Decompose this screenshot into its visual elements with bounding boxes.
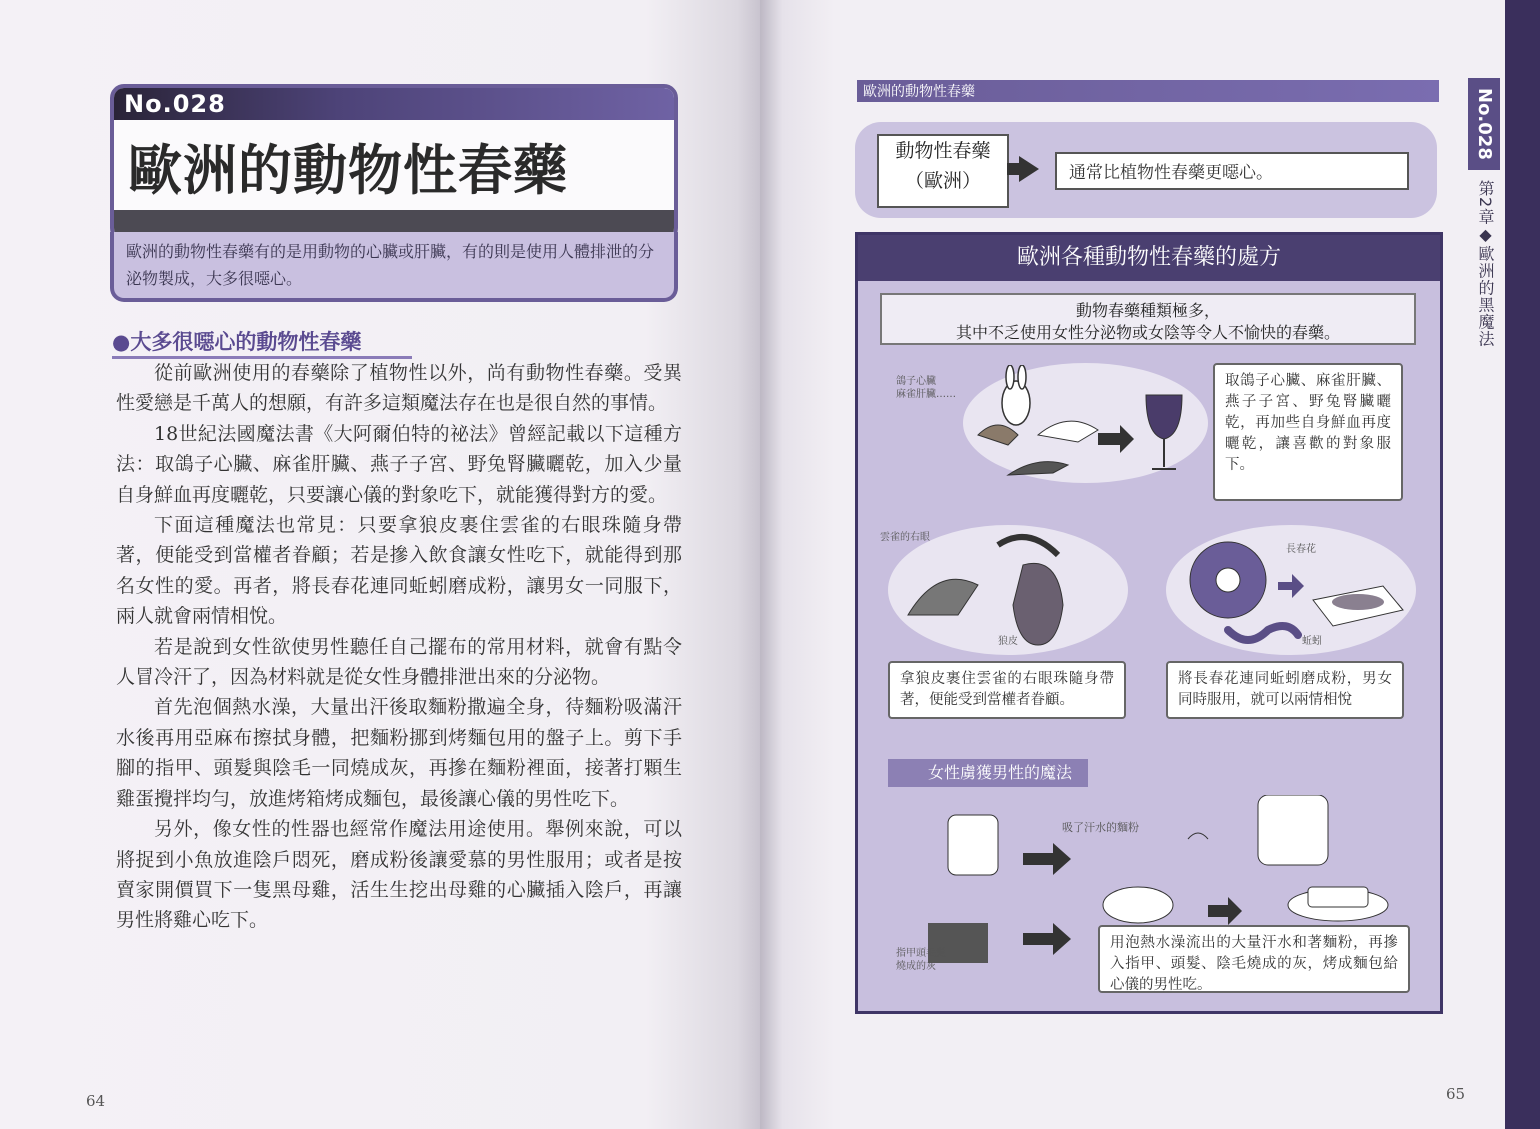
label-wolfskin: 狼皮: [998, 636, 1018, 647]
left-page: [0, 0, 760, 1129]
periwinkle-illustration: [1168, 530, 1418, 655]
note-recipe-2: 拿狼皮裹住雲雀的右眼珠隨身帶著，便能受到當權者眷顧。: [888, 661, 1126, 719]
bread-loaf-icon: [1258, 795, 1328, 865]
lark-icon: [908, 579, 978, 615]
label-hearts: [896, 375, 956, 401]
side-number: No.028: [1468, 78, 1500, 170]
section-heading-text: 大多很噁心的動物性春藥: [130, 330, 362, 354]
paragraph: 下面這種魔法也常見：只要拿狼皮裹住雲雀的右眼珠隨身帶著，便能受到當權者眷顧；若是摻入飲食讓女性吃下，就能得到那名女性的愛。再者，將長春花連同蚯蚓磨成粉，讓男女一同服下，兩人就會兩情相悅。: [116, 514, 682, 628]
label-line: 麻雀肝臟……: [896, 389, 956, 400]
label-flour: 吸了汗水的麵粉: [1062, 821, 1139, 834]
note-recipe-4: 用泡熱水澡流出的大量汗水和著麵粉，再摻入指甲、頭髮、陰毛燒成的灰，烤成麵包給心儀的男性吃。: [1098, 925, 1410, 993]
side-tab: [1468, 78, 1500, 378]
animals-illustration: [968, 365, 1208, 495]
rabbit-icon: [1002, 381, 1030, 425]
intro-line-2: 其中不乏使用女性分泌物或女陰等令人不愉快的春藥。: [955, 323, 1340, 342]
arrow-right-icon: [1098, 425, 1134, 453]
summary-text: 歐洲的動物性春藥有的是用動物的心臟或肝臟，有的則是使用人體排泄的分泌物製成，大多很噁心。: [126, 242, 655, 288]
arrow-right-icon: [1023, 843, 1071, 875]
paragraph: 首先泡個熱水澡，大量出汗後取麵粉撒遍全身，待麵粉吸滿汗水後再用亞麻布擦拭身體，把麵粉挪到烤麵包用的盤子上。剪下手腳的指甲、頭髮與陰毛一同燒成灰，再摻在麵粉裡面，接著打顆生雞蛋攪拌均勻，放進烤箱烤成麵包，最後讓心儀的男性吃下。: [116, 696, 682, 810]
dove-icon: [1038, 421, 1098, 442]
label-periwinkle: 長春花: [1286, 544, 1316, 555]
page-title: 歐洲的動物性春藥: [128, 139, 568, 202]
page-number-left: 64: [86, 1092, 106, 1110]
bullet-icon: ●: [112, 330, 131, 354]
paragraph: 18世紀法國魔法書《大阿爾伯特的祕法》曾經記載以下這種方法：取鴿子心臟、麻雀肝臟、燕子子宮、野兔腎臟曬乾，加入少量自身鮮血再度曬乾，只要讓心儀的對象吃下，就能獲得對方的愛。: [116, 422, 682, 506]
overview-box: [855, 122, 1437, 218]
label-earthworm: 蚯蚓: [1302, 636, 1322, 647]
summary-box: [110, 232, 678, 302]
arrow-right-icon: [1023, 923, 1071, 955]
paragraph: 從前歐洲使用的春藥除了植物性以外，尚有動物性春藥。受異性愛戀是千萬人的想願，有許多這類魔法存在也是很自然的事情。: [116, 362, 682, 415]
body-text: [116, 358, 682, 936]
wolfskin-pouch-icon: [1013, 563, 1063, 645]
paragraph: 若是說到女性欲使男性聽任自己擺布的常用材料，就會有點令人冒冷汗了，因為材料就是從女性身體排泄出來的分泌物。: [116, 635, 682, 689]
note-recipe-3: 將長春花連同蚯蚓磨成粉，男女同時服用，就可以兩情相悅: [1166, 661, 1404, 719]
number-bar: [114, 88, 674, 120]
woman-bathing-icon: [948, 815, 998, 875]
egg-icon: [1188, 833, 1208, 839]
label-line: 燒成的灰: [896, 961, 936, 972]
arrow-right-icon: [1278, 574, 1304, 598]
recipe-diagram: [855, 232, 1443, 1014]
diagram-title: 歐洲各種動物性春藥的處方: [858, 235, 1440, 281]
running-header-text: 歐洲的動物性春藥: [863, 84, 975, 100]
overview-description: 通常比植物性春藥更噁心。: [1055, 152, 1409, 190]
entry-number: No.028: [124, 90, 226, 118]
arrow-right-icon: [1208, 897, 1242, 925]
sparrow-icon: [978, 425, 1018, 445]
earthworm-icon: [1228, 626, 1298, 640]
term-line-1: 動物性春藥: [895, 140, 991, 162]
label-nails: [896, 947, 946, 973]
subheading-bar: 女性虜獲男性的魔法: [888, 759, 1088, 787]
running-header: [857, 80, 1439, 102]
label-line: 鴿子心臟: [896, 376, 936, 387]
paragraph: 另外，像女性的性器也經常作魔法用途使用。舉例來說，可以將捉到小魚放進陰戶悶死，磨成粉後讓愛慕的男性服用；或者是按賣家開價買下一隻黑母雞，活生生挖出母雞的心臟插入陰戶，再讓男性將雞心吃下。: [116, 818, 682, 932]
dough-icon: [1103, 887, 1173, 923]
label-lark-eye: 雲雀的右眼: [880, 532, 930, 543]
note-recipe-1: 取鴿子心臟、麻雀肝臟、燕子子宮、野兔腎臟曬乾，再加些自身鮮血再度曬乾，讓喜歡的對象服下。: [1213, 363, 1403, 501]
swallow-icon: [1008, 462, 1068, 475]
diagram-intro: [880, 293, 1416, 345]
term-box: [877, 134, 1009, 208]
title-box: [110, 84, 678, 242]
wine-glass-icon: [1146, 395, 1182, 439]
book-cover-edge: [1505, 0, 1540, 1129]
curved-arrow-icon: [998, 537, 1058, 555]
page-number-right: 65: [1446, 1085, 1466, 1103]
arrow-right-icon: [1019, 156, 1039, 182]
intro-line-1: 動物春藥種類極多，: [1075, 301, 1220, 320]
section-heading: [112, 326, 361, 356]
label-line: 指甲頭毛髮: [896, 948, 946, 959]
term-line-2: （歐洲）: [904, 170, 981, 192]
side-chapter-label: 第2章◆歐洲的黑魔法: [1476, 180, 1495, 348]
